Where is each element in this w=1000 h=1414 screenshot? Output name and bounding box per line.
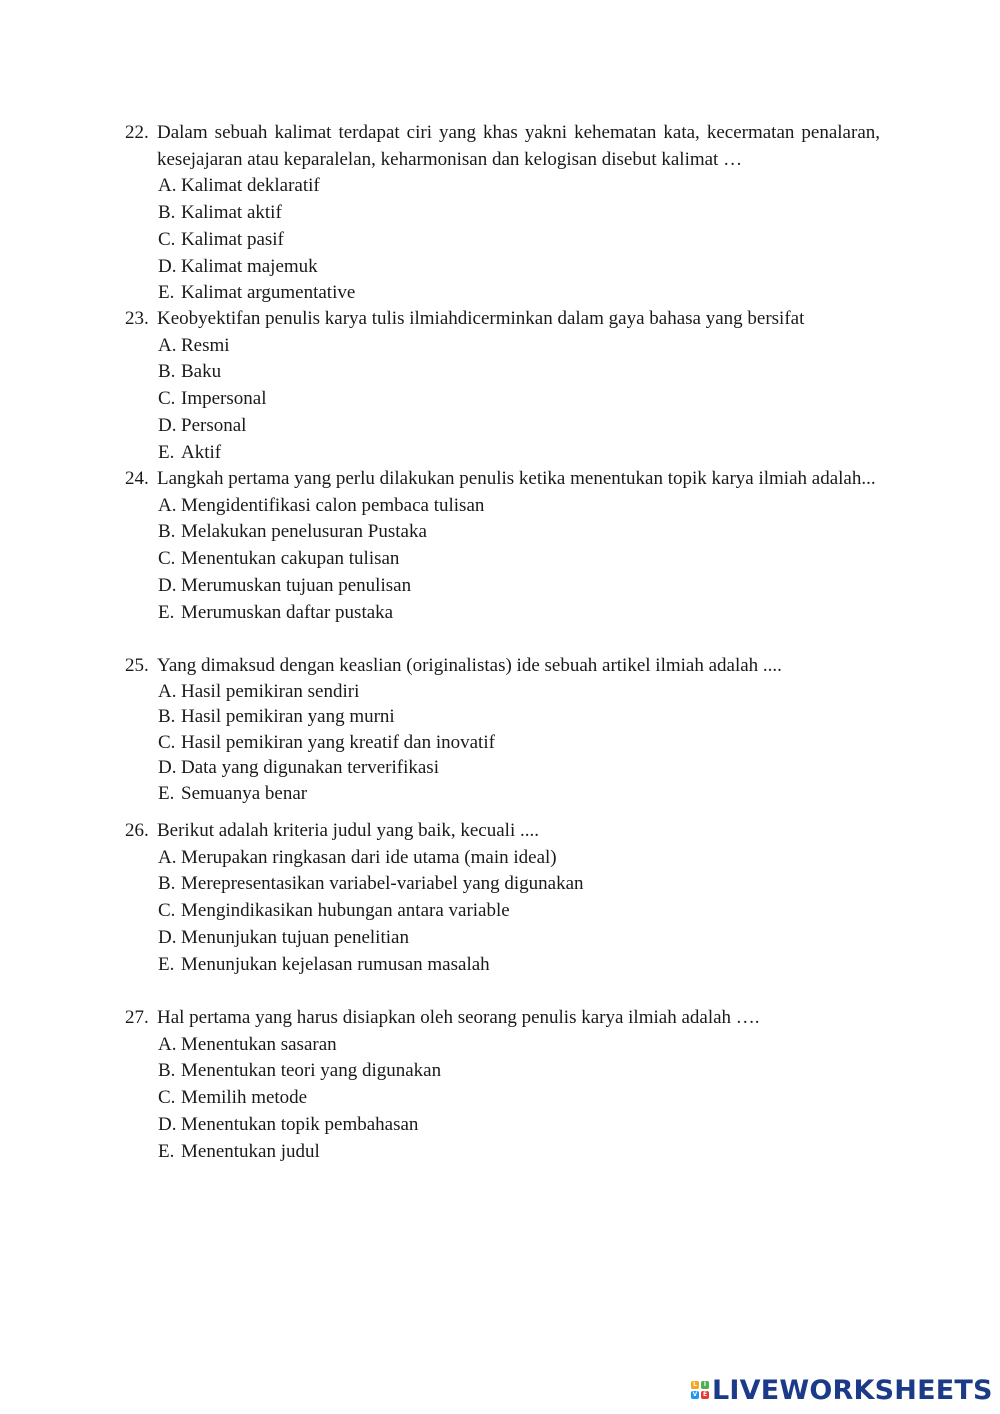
question-text: Hal pertama yang harus disiapkan oleh seorang penulis karya ilmiah adalah ….: [157, 1007, 760, 1028]
answer-option[interactable]: [125, 1112, 880, 1139]
option-letter: A.: [158, 494, 177, 516]
liveworksheets-logo[interactable]: [691, 1374, 993, 1406]
answer-option[interactable]: [125, 359, 880, 386]
question-27: [125, 1005, 880, 1165]
option-letter: D.: [158, 757, 177, 779]
answer-option[interactable]: [125, 333, 880, 360]
answer-option[interactable]: [125, 173, 880, 200]
option-letter: C.: [158, 1087, 176, 1109]
option-letter: A.: [158, 1033, 177, 1055]
option-text: Kalimat majemuk: [181, 255, 318, 277]
logo-text: LIVEWORKSHEETS: [712, 1374, 993, 1406]
answer-option[interactable]: [125, 600, 880, 627]
answer-option[interactable]: [125, 493, 880, 520]
option-letter: E.: [158, 282, 175, 304]
question-26: [125, 818, 880, 978]
answer-option[interactable]: [125, 227, 880, 254]
option-letter: B.: [158, 706, 176, 728]
option-text: Mengindikasikan hubungan antara variable: [181, 900, 510, 922]
option-text: Hasil pemikiran yang murni: [181, 706, 395, 728]
answer-option[interactable]: [125, 1085, 880, 1112]
answer-options: [125, 493, 880, 627]
question-text: Berikut adalah kriteria judul yang baik, kecuali ....: [157, 820, 539, 841]
option-letter: C.: [158, 900, 176, 922]
option-letter: D.: [158, 574, 177, 596]
option-text: Kalimat aktif: [181, 202, 282, 224]
question-text: Keobyektifan penulis karya tulis ilmiahdicerminkan dalam gaya bahasa yang bersifat: [157, 308, 805, 329]
answer-option[interactable]: [125, 200, 880, 227]
option-text: Personal: [181, 414, 247, 436]
option-letter: E.: [158, 1140, 175, 1162]
option-letter: B.: [158, 873, 176, 895]
option-text: Merumuskan tujuan penulisan: [181, 574, 412, 596]
option-letter: C.: [158, 548, 176, 570]
option-text: Semuanya benar: [181, 782, 308, 804]
option-letter: B.: [158, 361, 176, 383]
option-text: Menunjukan kejelasan rumusan masalah: [181, 953, 490, 975]
option-text: Resmi: [181, 334, 230, 356]
question-text: Yang dimaksud dengan keaslian (originalistas) ide sebuah artikel ilmiah adalah ....: [157, 655, 782, 676]
logo-mark-cell: E: [702, 1391, 708, 1398]
option-letter: A.: [158, 846, 177, 868]
answer-option[interactable]: [125, 280, 880, 307]
question-number: 26.: [125, 820, 149, 841]
question-22: [125, 120, 880, 307]
answer-option[interactable]: [125, 952, 880, 979]
answer-option[interactable]: [125, 925, 880, 952]
answer-option[interactable]: [125, 519, 880, 546]
option-text: Kalimat deklaratif: [181, 175, 320, 197]
option-text: Hasil pemikiran sendiri: [181, 680, 360, 702]
answer-option[interactable]: [125, 898, 880, 925]
option-letter: B.: [158, 1060, 176, 1082]
option-text: Melakukan penelusuran Pustaka: [181, 521, 427, 543]
option-text: Baku: [181, 361, 222, 383]
question-number: 22.: [125, 122, 149, 143]
question-number: 24.: [125, 468, 149, 489]
option-letter: E.: [158, 441, 175, 463]
option-letter: B.: [158, 202, 176, 224]
option-letter: E.: [158, 953, 175, 975]
option-letter: D.: [158, 414, 177, 436]
question-number: 25.: [125, 655, 149, 676]
option-text: Menentukan cakupan tulisan: [181, 548, 400, 570]
option-text: Merumuskan daftar pustaka: [181, 601, 394, 623]
option-letter: B.: [158, 521, 176, 543]
option-text: Mengidentifikasi calon pembaca tulisan: [181, 494, 485, 516]
logo-mark-icon: [691, 1381, 709, 1399]
answer-option[interactable]: [125, 755, 880, 781]
option-text: Memilih metode: [181, 1087, 308, 1109]
question-number: 23.: [125, 308, 149, 329]
option-text: Hasil pemikiran yang kreatif dan inovatif: [181, 731, 495, 753]
question-text: Langkah pertama yang perlu dilakukan penulis ketika menentukan topik karya ilmiah adalah...: [157, 468, 876, 489]
answer-option[interactable]: [125, 1058, 880, 1085]
option-letter: E.: [158, 782, 175, 804]
option-text: Menentukan judul: [181, 1140, 320, 1162]
answer-option[interactable]: [125, 254, 880, 281]
answer-option[interactable]: [125, 679, 880, 705]
option-text: Menentukan topik pembahasan: [181, 1113, 419, 1135]
question-25: [125, 653, 880, 807]
logo-mark-cell: I: [701, 1381, 709, 1389]
answer-option[interactable]: [125, 546, 880, 573]
option-text: Impersonal: [181, 388, 267, 410]
answer-option[interactable]: [125, 730, 880, 756]
answer-options: [125, 173, 880, 307]
question-text: Dalam sebuah kalimat terdapat ciri yang khas yakni kehematan kata, kecermatan penalaran, kesejajaran atau keparalelan, keharmonisan dan kelogisan disebut kalimat …: [157, 122, 880, 170]
answer-options: [125, 845, 880, 979]
answer-option[interactable]: [125, 1139, 880, 1166]
option-letter: D.: [158, 926, 177, 948]
option-letter: D.: [158, 255, 177, 277]
option-letter: C.: [158, 731, 176, 753]
option-letter: A.: [158, 175, 177, 197]
option-text: Menunjukan tujuan penelitian: [181, 926, 409, 948]
question-23: [125, 306, 880, 466]
option-letter: E.: [158, 601, 175, 623]
option-text: Merepresentasikan variabel-variabel yang digunakan: [181, 873, 584, 895]
logo-mark-cell: L: [691, 1381, 699, 1389]
option-text: Data yang digunakan terverifikasi: [181, 757, 439, 779]
option-text: Merupakan ringkasan dari ide utama (main ideal): [181, 846, 557, 868]
answer-options: [125, 1032, 880, 1166]
option-letter: A.: [158, 680, 177, 702]
answer-option[interactable]: [125, 440, 880, 467]
option-text: Menentukan sasaran: [181, 1033, 337, 1055]
answer-option[interactable]: [125, 1032, 880, 1059]
answer-option[interactable]: [125, 573, 880, 600]
option-letter: C.: [158, 228, 176, 250]
answer-option[interactable]: [125, 413, 880, 440]
question-24: [125, 466, 880, 626]
answer-option[interactable]: [125, 781, 880, 807]
option-text: Kalimat argumentative: [181, 282, 356, 304]
option-text: Menentukan teori yang digunakan: [181, 1060, 442, 1082]
option-text: Kalimat pasif: [181, 228, 284, 250]
logo-mark-cell: V: [692, 1391, 698, 1398]
answer-option[interactable]: [125, 871, 880, 898]
answer-option[interactable]: [125, 704, 880, 730]
answer-option[interactable]: [125, 386, 880, 413]
answer-options: [125, 679, 880, 807]
option-text: Aktif: [181, 441, 222, 463]
option-letter: C.: [158, 388, 176, 410]
answer-options: [125, 333, 880, 467]
option-letter: A.: [158, 334, 177, 356]
answer-option[interactable]: [125, 845, 880, 872]
option-letter: D.: [158, 1113, 177, 1135]
question-number: 27.: [125, 1007, 149, 1028]
